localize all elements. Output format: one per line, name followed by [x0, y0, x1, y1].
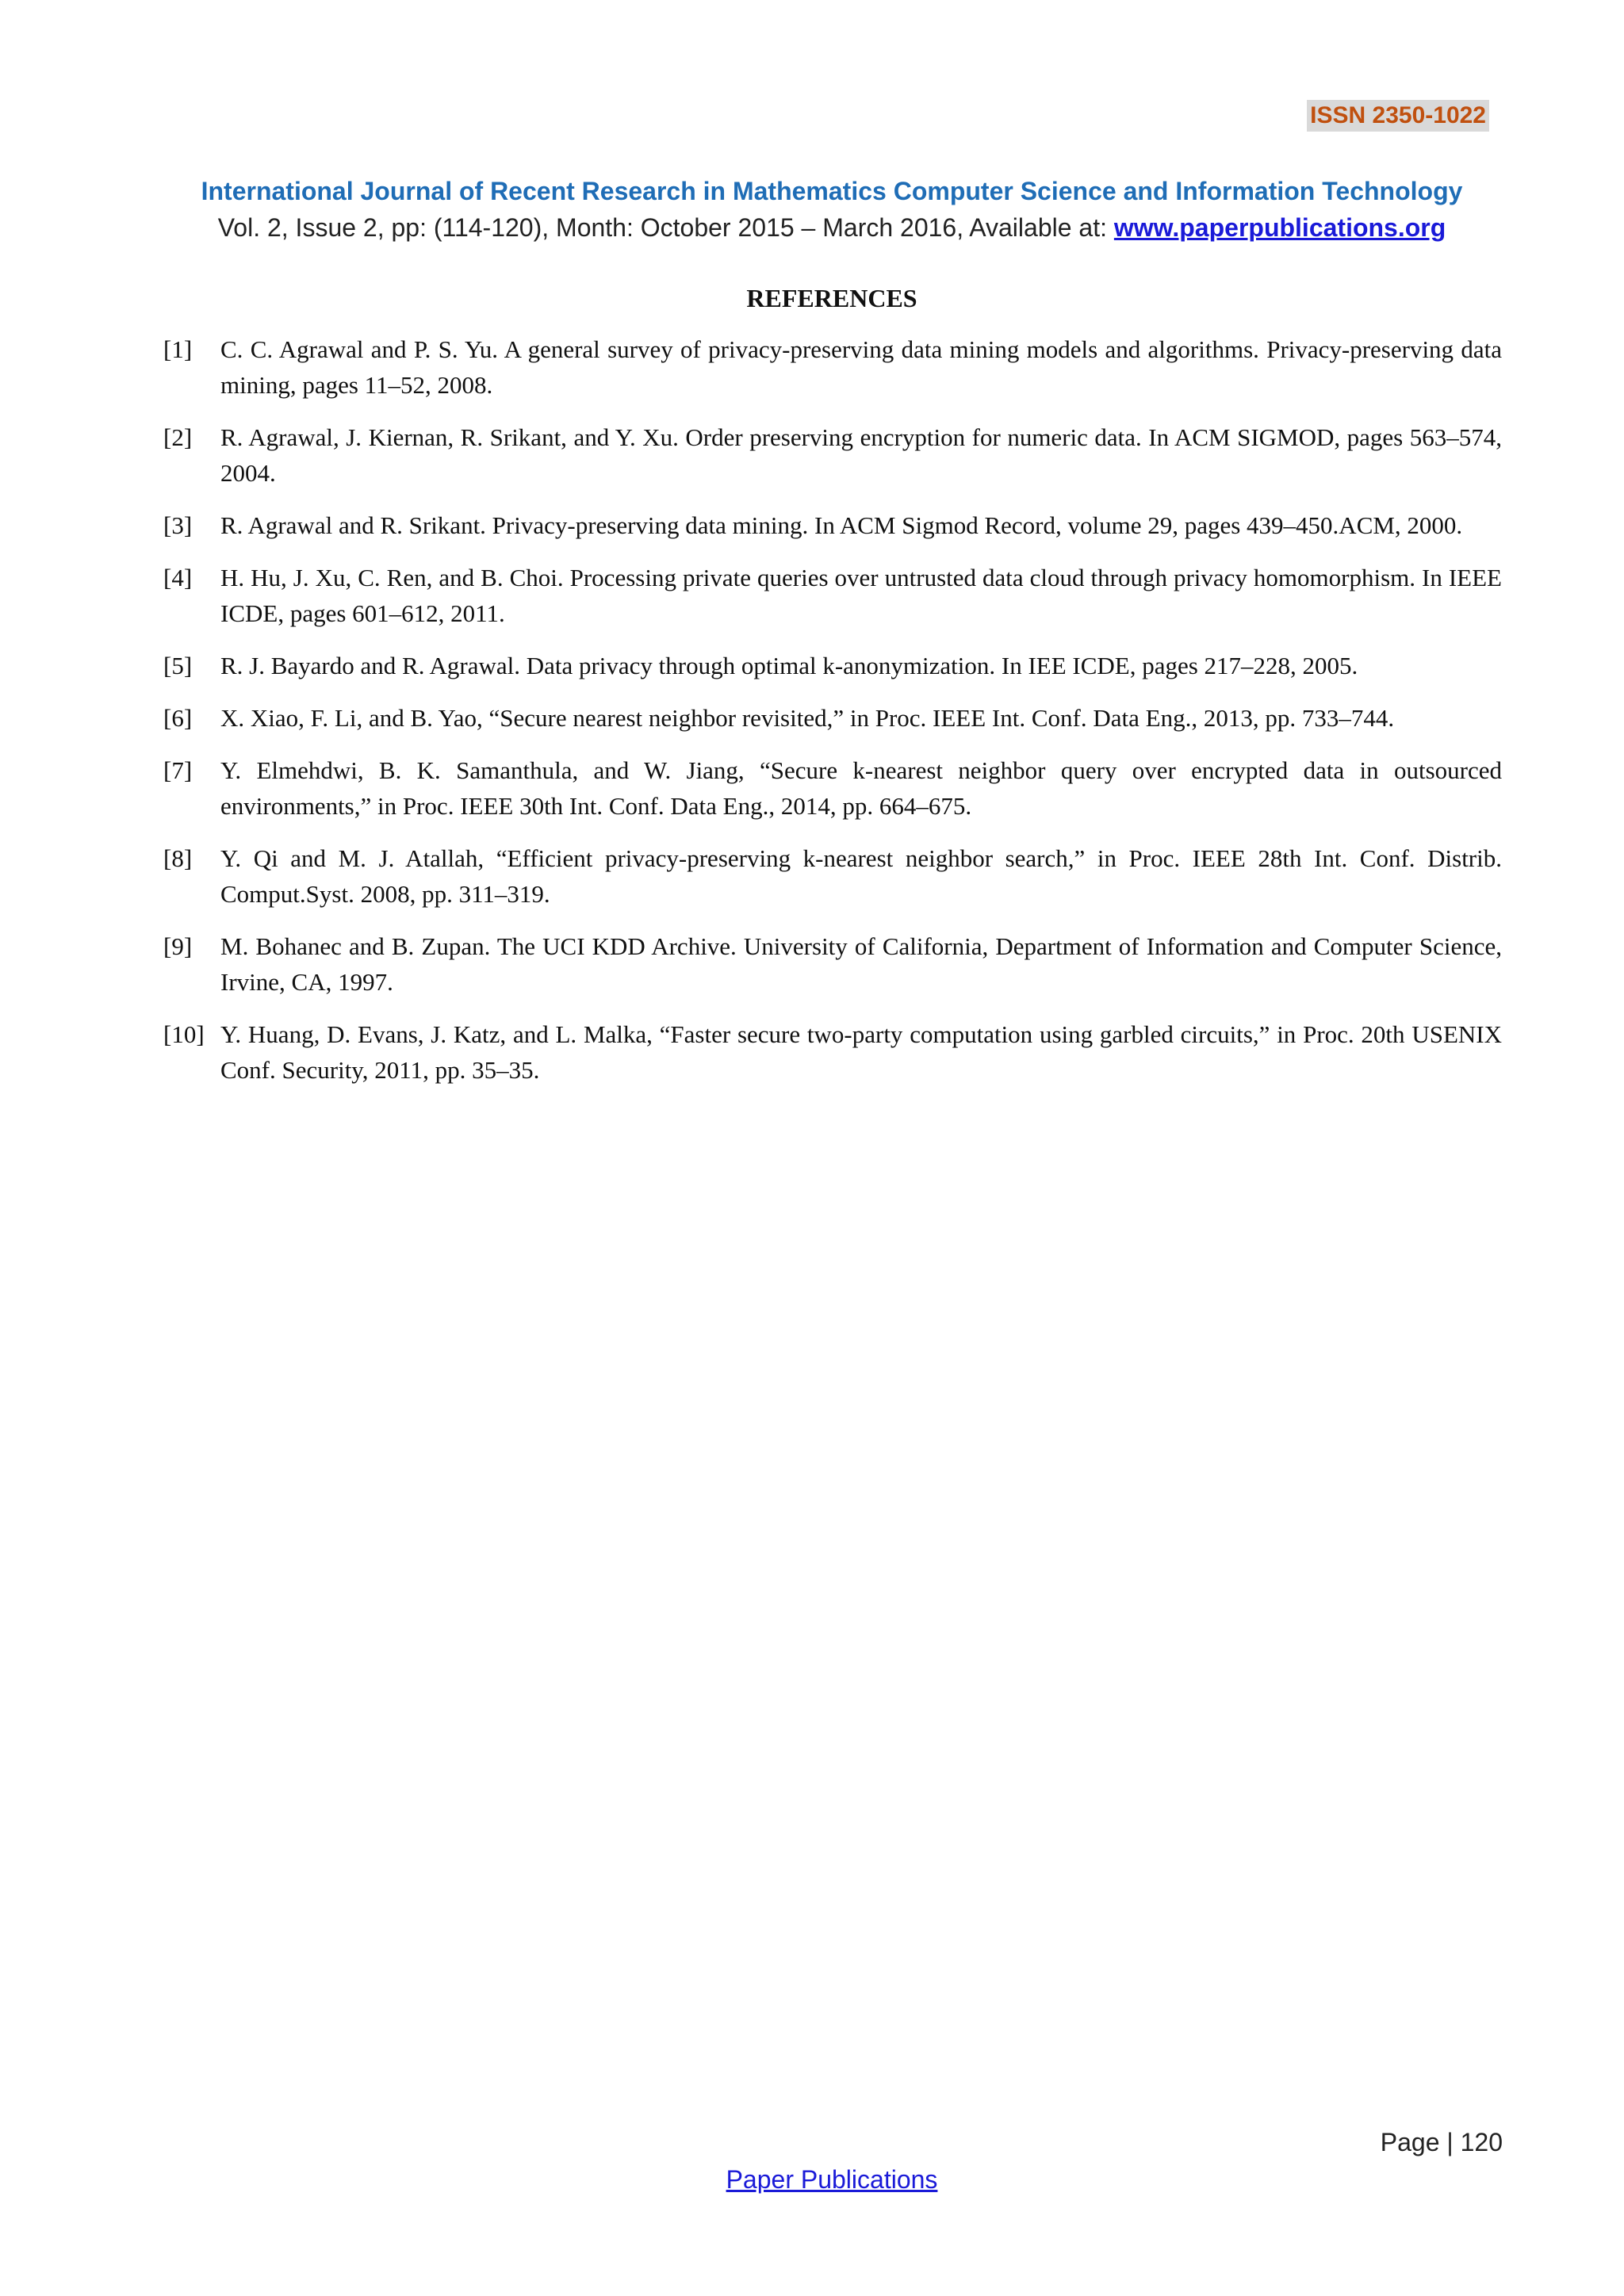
- reference-number: [4]: [163, 564, 193, 591]
- reference-list: [163, 331, 1502, 1104]
- reference-number: [1]: [163, 335, 193, 363]
- reference-item: [163, 331, 1502, 403]
- reference-text: R. J. Bayardo and R. Agrawal. Data privacy through optimal k-anonymization. In IEE ICDE, pages 217–228, 2005.: [220, 652, 1358, 679]
- reference-text: R. Agrawal and R. Srikant. Privacy-preserving data mining. In ACM Sigmod Record, volume 29, pages 439–450.ACM, 2000.: [220, 511, 1463, 539]
- reference-text: X. Xiao, F. Li, and B. Yao, “Secure nearest neighbor revisited,” in Proc. IEEE Int. Conf. Data Eng., 2013, pp. 733–744.: [220, 704, 1395, 732]
- reference-item: [163, 648, 1502, 683]
- journal-header: [0, 173, 1624, 246]
- reference-text: H. Hu, J. Xu, C. Ren, and B. Choi. Processing private queries over untrusted data cloud through privacy homomorphism. In IEEE ICDE, pages 601–612, 2011.: [220, 564, 1502, 627]
- reference-item: [163, 840, 1502, 912]
- reference-text: R. Agrawal, J. Kiernan, R. Srikant, and Y. Xu. Order preserving encryption for numeric data. In ACM SIGMOD, pages 563–574, 2004.: [220, 423, 1502, 487]
- reference-number: [8]: [163, 844, 193, 872]
- reference-text: M. Bohanec and B. Zupan. The UCI KDD Archive. University of California, Department of Information and Computer Science, Irvine, CA, 1997.: [220, 932, 1502, 996]
- journal-title: International Journal of Recent Research in Mathematics Computer Science and Information Technology: [201, 177, 1463, 205]
- reference-item: [163, 700, 1502, 736]
- reference-item: [163, 560, 1502, 631]
- footer: [0, 2162, 1624, 2197]
- reference-item: [163, 1016, 1502, 1088]
- references-heading: REFERENCES: [746, 284, 917, 312]
- page-number: Page | 120: [1380, 2128, 1503, 2156]
- reference-number: [7]: [163, 756, 193, 784]
- website-link[interactable]: www.paperpublications.org: [1113, 213, 1446, 242]
- reference-text: Y. Elmehdwi, B. K. Samanthula, and W. Jiang, “Secure k-nearest neighbor query over encrypted data in outsourced environments,” in Proc. IEEE 30th Int. Conf. Data Eng., 2014, pp. 664–675.: [220, 756, 1502, 820]
- volume-info: Vol. 2, Issue 2, pp: (114-120), Month: October 2015 – March 2016, Available at:: [217, 213, 1114, 242]
- publisher-link[interactable]: Paper Publications: [726, 2165, 938, 2194]
- reference-number: [5]: [163, 652, 193, 679]
- reference-number: [9]: [163, 932, 193, 960]
- reference-number: [2]: [163, 423, 193, 451]
- reference-item: [163, 752, 1502, 824]
- reference-number: [6]: [163, 704, 193, 732]
- reference-item: [163, 507, 1502, 543]
- reference-text: Y. Qi and M. J. Atallah, “Efficient privacy-preserving k-nearest neighbor search,” in Proc. IEEE 28th Int. Conf. Distrib. Comput.Syst. 2008, pp. 311–319.: [220, 844, 1502, 908]
- reference-number: [3]: [163, 511, 193, 539]
- reference-item: [163, 419, 1502, 491]
- reference-item: [163, 928, 1502, 1000]
- reference-text: C. C. Agrawal and P. S. Yu. A general survey of privacy-preserving data mining models and algorithms. Privacy-preserving data mining, pages 11–52, 2008.: [220, 335, 1502, 399]
- reference-text: Y. Huang, D. Evans, J. Katz, and L. Malka, “Faster secure two-party computation using garbled circuits,” in Proc. 20th USENIX Conf. Security, 2011, pp. 35–35.: [220, 1020, 1502, 1084]
- issn-label: ISSN 2350-1022: [1307, 100, 1489, 132]
- reference-number: [10]: [163, 1020, 205, 1048]
- volume-line: [0, 209, 1624, 246]
